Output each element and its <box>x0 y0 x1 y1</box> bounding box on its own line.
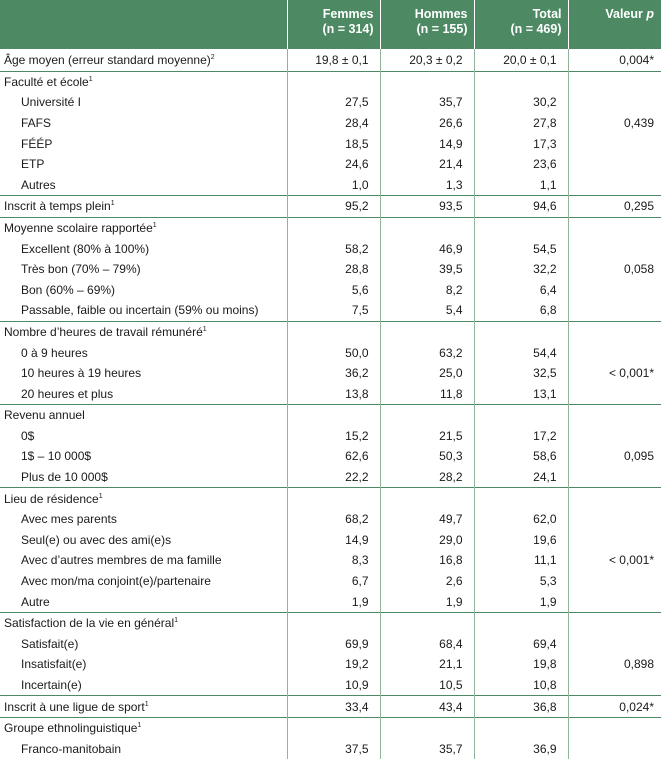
value-hommes: 50,3 <box>380 446 474 467</box>
table-row <box>0 174 661 195</box>
row-label: Incertain(e) <box>21 678 82 693</box>
group-header-row <box>0 321 661 342</box>
value-hommes: 43,4 <box>380 696 474 718</box>
value-p: 0,295 <box>568 196 661 218</box>
value-total: 30,2 <box>474 92 568 113</box>
value-femmes: 14,9 <box>287 530 380 551</box>
table-row <box>0 342 661 363</box>
value-total: 6,4 <box>474 279 568 300</box>
value-total: 58,6 <box>474 446 568 467</box>
header-hommes: Hommes (n = 155) <box>380 0 474 48</box>
value-femmes: 13,8 <box>287 383 380 404</box>
value-total: 69,4 <box>474 634 568 655</box>
row-label: Très bon (70% – 79%) <box>21 262 141 277</box>
value-hommes: 5,4 <box>380 300 474 321</box>
table-row <box>0 238 661 259</box>
table-row <box>0 591 661 612</box>
value-femmes: 8,3 <box>287 550 380 571</box>
table-row <box>0 509 661 530</box>
row-label: Bon (60% – 69%) <box>21 282 116 297</box>
value-total: 19,6 <box>474 530 568 551</box>
value-femmes: 95,2 <box>287 196 380 218</box>
value-femmes: 28,8 <box>287 259 380 280</box>
value-femmes: 1,9 <box>287 591 380 612</box>
row-label: 10 heures à 19 heures <box>21 366 142 381</box>
value-hommes: 10,5 <box>380 675 474 696</box>
value-femmes: 5,6 <box>287 279 380 300</box>
row-label: 1$ – 10 000$ <box>21 449 92 464</box>
value-hommes: 21,5 <box>380 426 474 447</box>
table-row <box>0 467 661 488</box>
table-row <box>0 550 661 571</box>
group-label: Revenu annuel <box>0 405 287 426</box>
row-label: Avec mes parents <box>21 512 117 527</box>
value-femmes: 7,5 <box>287 300 380 321</box>
value-hommes: 20,3 ± 0,2 <box>380 48 474 71</box>
value-femmes: 15,2 <box>287 426 380 447</box>
group-header-row <box>0 217 661 238</box>
value-total: 19,8 <box>474 654 568 675</box>
table-header <box>0 0 661 48</box>
table-row <box>0 530 661 551</box>
value-femmes: 22,2 <box>287 467 380 488</box>
row-label: Autre <box>21 594 50 609</box>
value-p: < 0,001* <box>568 363 661 384</box>
value-total: 32,2 <box>474 259 568 280</box>
value-total: 6,8 <box>474 300 568 321</box>
row-label: Franco-manitobain <box>21 741 122 756</box>
row-label: Avec d’autres membres de ma famille <box>21 553 222 568</box>
table-row <box>0 426 661 447</box>
table-row <box>0 696 661 718</box>
value-total: 13,1 <box>474 383 568 404</box>
value-total: 36,9 <box>474 739 568 760</box>
value-hommes: 46,9 <box>380 238 474 259</box>
value-p: 0,898 <box>568 654 661 675</box>
row-label: ETP <box>21 157 45 172</box>
row-label: Passable, faible ou incertain (59% ou moins) <box>21 303 259 318</box>
value-total: 1,9 <box>474 591 568 612</box>
table-row <box>0 634 661 655</box>
row-label: 0$ <box>21 428 35 443</box>
group-label: Lieu de résidence$^1$ <box>0 488 287 509</box>
table-row <box>0 300 661 321</box>
row-label: Satisfait(e) <box>21 636 79 651</box>
value-hommes: 8,2 <box>380 279 474 300</box>
group-label: Satisfaction de la vie en général$^1$ <box>0 612 287 633</box>
group-header-row <box>0 71 661 92</box>
value-hommes: 35,7 <box>380 739 474 760</box>
table-row <box>0 675 661 696</box>
value-femmes: 27,5 <box>287 92 380 113</box>
row-label: Insatisfait(e) <box>21 657 87 672</box>
value-femmes: 68,2 <box>287 509 380 530</box>
group-header-row <box>0 488 661 509</box>
value-total: 1,1 <box>474 174 568 195</box>
value-total: 36,8 <box>474 696 568 718</box>
row-label: Inscrit à temps plein$^1$ <box>0 196 287 218</box>
group-label: Groupe ethnolinguistique$^1$ <box>0 717 287 738</box>
value-hommes: 35,7 <box>380 92 474 113</box>
group-label: Moyenne scolaire rapportée$^1$ <box>0 217 287 238</box>
value-total: 23,6 <box>474 154 568 175</box>
value-hommes: 93,5 <box>380 196 474 218</box>
value-hommes: 1,9 <box>380 591 474 612</box>
value-femmes: 62,6 <box>287 446 380 467</box>
row-label: Seul(e) ou avec des ami(e)s <box>21 532 172 547</box>
group-header-row <box>0 405 661 426</box>
value-femmes: 37,5 <box>287 739 380 760</box>
value-total: 5,3 <box>474 571 568 592</box>
header-femmes: Femmes (n = 314) <box>287 0 380 48</box>
value-femmes: 19,2 <box>287 654 380 675</box>
row-label: Âge moyen (erreur standard moyenne)$^2$ <box>0 48 287 71</box>
value-femmes: 28,4 <box>287 113 380 134</box>
table-row <box>0 92 661 113</box>
value-total: 94,6 <box>474 196 568 218</box>
value-femmes: 69,9 <box>287 634 380 655</box>
value-femmes: 1,0 <box>287 174 380 195</box>
value-total: 20,0 ± 0,1 <box>474 48 568 71</box>
row-label: 20 heures et plus <box>21 386 114 401</box>
value-p: 0,439 <box>568 113 661 134</box>
value-femmes: 33,4 <box>287 696 380 718</box>
value-femmes: 10,9 <box>287 675 380 696</box>
header-label-cell <box>0 0 287 48</box>
value-femmes: 36,2 <box>287 363 380 384</box>
header-total: Total (n = 469) <box>474 0 568 48</box>
value-total: 11,1 <box>474 550 568 571</box>
value-p: 0,004* <box>568 48 661 71</box>
table-row <box>0 196 661 218</box>
value-hommes: 29,0 <box>380 530 474 551</box>
value-hommes: 28,2 <box>380 467 474 488</box>
value-hommes: 68,4 <box>380 634 474 655</box>
value-total: 62,0 <box>474 509 568 530</box>
value-hommes: 21,4 <box>380 154 474 175</box>
value-hommes: 25,0 <box>380 363 474 384</box>
group-header-row <box>0 717 661 738</box>
value-total: 54,4 <box>474 342 568 363</box>
table-row <box>0 654 661 675</box>
value-hommes: 39,5 <box>380 259 474 280</box>
value-hommes: 1,3 <box>380 174 474 195</box>
row-label: Avec mon/ma conjoint(e)/partenaire <box>21 574 211 589</box>
value-p: 0,095 <box>568 446 661 467</box>
value-total: 32,5 <box>474 363 568 384</box>
row-label: Autres <box>21 177 56 192</box>
value-hommes: 63,2 <box>380 342 474 363</box>
table-row <box>0 259 661 280</box>
table-row <box>0 48 661 71</box>
value-p: < 0,001* <box>568 550 661 571</box>
row-label: Université I <box>21 95 82 110</box>
value-femmes: 18,5 <box>287 133 380 154</box>
table-row <box>0 446 661 467</box>
value-femmes: 19,8 ± 0,1 <box>287 48 380 71</box>
value-femmes: 24,6 <box>287 154 380 175</box>
table-row <box>0 739 661 760</box>
table-row <box>0 154 661 175</box>
row-label: Excellent (80% à 100%) <box>21 241 150 256</box>
header-p-value: Valeur p <box>568 0 661 48</box>
value-total: 54,5 <box>474 238 568 259</box>
value-total: 17,3 <box>474 133 568 154</box>
value-total: 10,8 <box>474 675 568 696</box>
value-hommes: 49,7 <box>380 509 474 530</box>
value-hommes: 11,8 <box>380 383 474 404</box>
value-p: 0,024* <box>568 696 661 718</box>
value-hommes: 21,1 <box>380 654 474 675</box>
value-p: 0,058 <box>568 259 661 280</box>
value-femmes: 58,2 <box>287 238 380 259</box>
value-hommes: 2,6 <box>380 571 474 592</box>
table-row <box>0 133 661 154</box>
value-hommes: 14,9 <box>380 133 474 154</box>
value-total: 27,8 <box>474 113 568 134</box>
value-hommes: 16,8 <box>380 550 474 571</box>
group-label: Nombre d’heures de travail rémunéré$^1$ <box>0 321 287 342</box>
row-label: FAFS <box>21 115 52 130</box>
group-header-row <box>0 612 661 633</box>
table-row <box>0 279 661 300</box>
group-label: Faculté et école$^1$ <box>0 71 287 92</box>
value-femmes: 6,7 <box>287 571 380 592</box>
value-hommes: 26,6 <box>380 113 474 134</box>
table-row <box>0 383 661 404</box>
row-label: FÉÉP <box>21 136 53 151</box>
table-row <box>0 571 661 592</box>
value-femmes: 50,0 <box>287 342 380 363</box>
value-total: 24,1 <box>474 467 568 488</box>
row-label: Inscrit à une ligue de sport$^1$ <box>0 696 287 718</box>
row-label: 0 à 9 heures <box>21 345 88 360</box>
table-row <box>0 363 661 384</box>
table-row <box>0 113 661 134</box>
value-total: 17,2 <box>474 426 568 447</box>
row-label: Plus de 10 000$ <box>21 470 108 485</box>
